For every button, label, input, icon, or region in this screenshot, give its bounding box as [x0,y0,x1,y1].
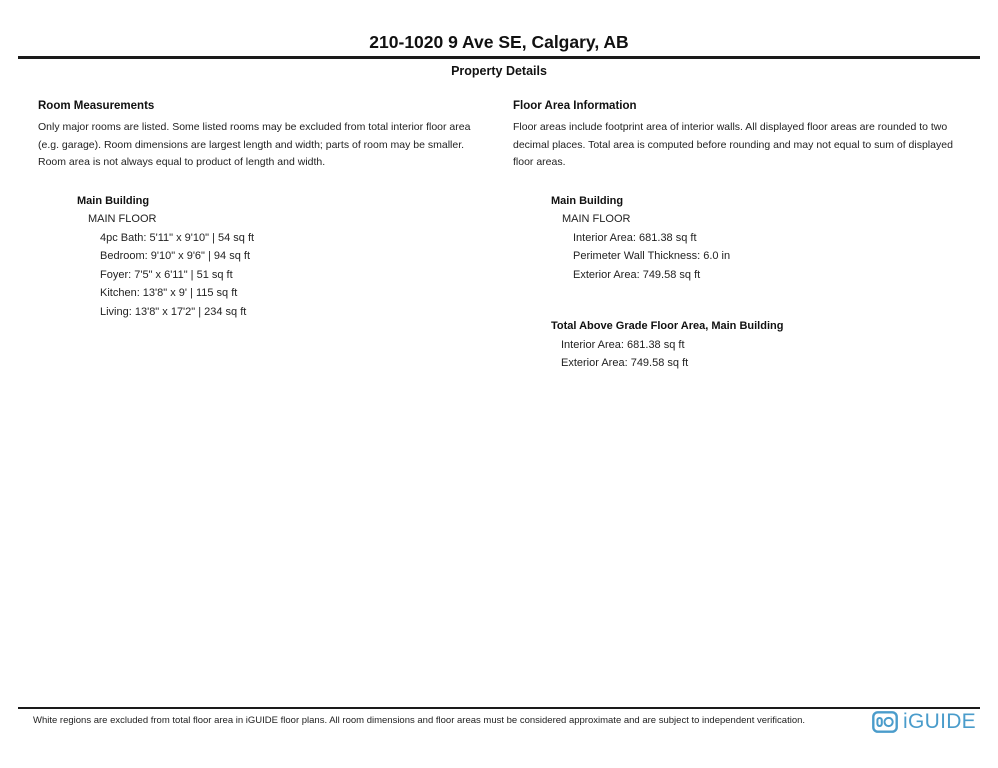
total-heading: Total Above Grade Floor Area, Main Building [551,320,784,332]
description-line: decimal places. Total area is computed before rounding and may not equal to sum of displayed [513,138,953,151]
floor-name: MAIN FLOOR [562,213,631,225]
stat-item: Interior Area: 681.38 sq ft [561,338,685,351]
description-line: Room area is not always equal to product of length and width. [38,156,326,168]
floor-stat-list [573,229,983,285]
page-title: 210-1020 9 Ave SE, Calgary, AB [369,32,629,52]
header-divider [18,56,980,59]
room-item: Kitchen: 13'8" x 9' | 115 sq ft [100,287,238,299]
description-line: (e.g. garage). Room dimensions are largest length and width; parts of room may be smaller. [38,138,465,151]
footer-disclaimer: White regions are excluded from total floor area in iGUIDE floor plans. All room dimensions and floor areas must be considered approximate and are subject to independent verification. [33,715,806,726]
stat-item: Interior Area: 681.38 sq ft [573,231,697,244]
room-item: 4pc Bath: 5'11" x 9'10" | 54 sq ft [100,231,255,244]
description-line: Floor areas include footprint area of interior walls. All displayed floor areas are rounded to two [513,121,948,133]
main-building-rooms [77,192,508,322]
description-line: Only major rooms are listed. Some listed rooms may be excluded from total interior floor area [38,121,471,133]
floor-area-heading: Floor Area Information [513,100,637,112]
room-item: Foyer: 7'5" x 6'11" | 51 sq ft [100,268,233,281]
iguide-logo [872,710,976,734]
room-list [100,229,508,322]
building-name: Main Building [551,194,624,207]
room-measurements-heading: Room Measurements [38,100,155,112]
floor-name: MAIN FLOOR [88,213,157,225]
iguide-camera-icon [872,711,898,733]
stat-item: Exterior Area: 749.58 sq ft [561,357,689,369]
main-building-areas [551,192,983,285]
room-item: Living: 13'8" x 17'2" | 234 sq ft [100,305,247,318]
stat-item: Exterior Area: 749.58 sq ft [573,268,701,281]
floor-area-description [513,119,983,172]
footer-divider [18,707,980,709]
room-measurements-description [38,119,508,172]
room-item: Bedroom: 9'10" x 9'6" | 94 sq ft [100,250,251,262]
stat-item: Perimeter Wall Thickness: 6.0 in [573,250,731,262]
total-above-grade-block [551,317,983,373]
page-subtitle: Property Details [451,64,547,78]
floor-area-section [513,100,983,373]
description-line: floor areas. [513,156,566,168]
room-measurements-section [38,100,508,321]
iguide-logo-text: iGUIDE [903,710,976,733]
total-stat-list [561,336,983,373]
building-name: Main Building [77,194,150,207]
